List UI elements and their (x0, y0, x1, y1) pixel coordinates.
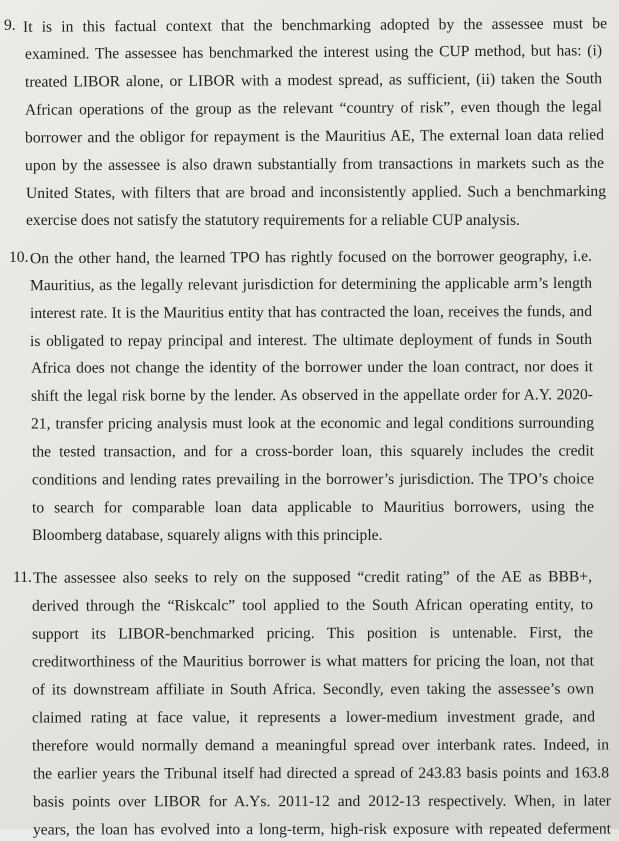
paragraph-line: creditworthiness of the Mauritius borrower is what matters for pricing the loan, not that (31, 652, 595, 671)
paragraph-line: African operations of the group as the relevant “country of risk”, even though the legal (24, 98, 603, 119)
paragraph-number: 9. (4, 17, 16, 34)
paragraph-number: 11. (13, 569, 32, 586)
paragraph-line: Bloomberg database, squarely aligns with this principle. (32, 527, 383, 544)
paragraph-line: basis points over LIBOR for A.Ys. 2011-12 and 2012-13 respectively. When, in later (32, 792, 612, 811)
paragraph-line: borrower and the obligor for repayment is the Mauritius AE, The external loan data relied (24, 126, 605, 147)
paragraph-line: is obligated to repay principal and interest. The ultimate deployment of funds in South (29, 331, 593, 350)
paragraph-line: of its downstream affiliate in South Africa. Secondly, even taking the assessee’s own (31, 680, 595, 699)
paragraph-number: 10. (9, 249, 29, 266)
paragraph-line: upon by the assessee is also drawn substantially from transactions in markets such as the (24, 154, 605, 175)
paragraph-line: examined. The assessee has benchmarked the interest using the CUP method, but has: (i) (24, 42, 603, 63)
paragraph-line: shift the legal risk borne by the lender. As observed in the appellate order for A.Y. 2020- (30, 386, 594, 405)
paragraph-line: On the other hand, the learned TPO has rightly focused on the borrower geography, i.e. (29, 247, 593, 268)
paragraph-line: treated LIBOR alone, or LIBOR with a modest spread, as sufficient, (ii) taken the South (24, 70, 603, 91)
paragraph-line: 21, transfer pricing analysis must look at the economic and legal conditions surrounding (30, 414, 595, 433)
paragraph-line: the earlier years the Tribunal itself had directed a spread of 243.83 basis points and 163.8 (32, 764, 610, 783)
paragraph-line: The assessee also seeks to rely on the supposed “credit rating” of the AE as BBB+, (32, 568, 593, 587)
paragraph-line: therefore would normally demand a meaningful spread over interbank rates. Indeed, in (31, 736, 610, 755)
paragraph-line: support its LIBOR-benchmarked pricing. This position is untenable. First, the (31, 624, 594, 643)
paragraph-line: interest rate. It is the Mauritius entity that has contracted the loan, receives the funds, and (29, 303, 593, 322)
paragraph-line: conditions and lending rates prevailing in the borrower’s jurisdiction. The TPO’s choice (31, 470, 595, 489)
paragraph-line: derived through the “Riskcalc” tool applied to the South African operating entity, to (31, 596, 594, 615)
paragraph-line: Africa does not change the identity of the borrower under the loan contract, nor does it (30, 358, 594, 377)
paragraph-line: years, the loan has evolved into a long-term, high-risk exposure with repeated deferment (32, 820, 612, 839)
paragraph-line: the tested transaction, and for a cross-border loan, this squarely includes the credit (31, 442, 595, 461)
paragraph-line: to search for comparable loan data applicable to Mauritius borrowers, using the (31, 498, 595, 517)
paragraph-line: It is in this factual context that the benchmarking adopted by the assessee must be (22, 15, 608, 36)
paragraph-line: United States, with filters that are broad and inconsistently applied. Such a benchmarking (25, 182, 607, 203)
paragraph-line: Mauritius, as the legally relevant jurisdiction for determining the applicable arm’s length (29, 274, 593, 295)
paragraph-line: exercise does not satisfy the statutory requirements for a reliable CUP analysis. (26, 212, 520, 229)
paragraph-line: claimed rating at face value, it represents a lower-medium investment grade, and (31, 708, 596, 727)
